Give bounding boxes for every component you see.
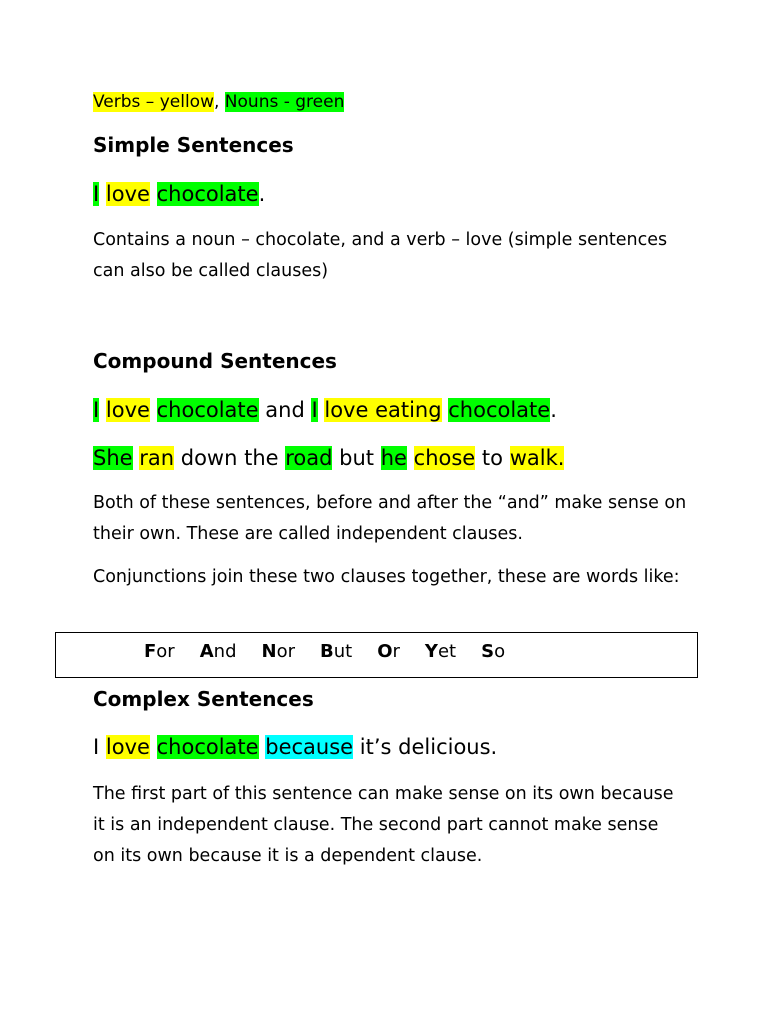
conjunction-initial: S	[481, 641, 495, 662]
conjunction-rest: r	[392, 641, 400, 662]
verb-word: love	[105, 735, 150, 759]
noun-word: chocolate	[448, 398, 551, 422]
plain-words: I	[93, 735, 100, 759]
verb-word: love	[105, 182, 150, 206]
conjunction-initial: N	[261, 641, 277, 662]
legend-verbs: Verbs – yellow	[93, 92, 214, 112]
plain-words: down the	[180, 446, 279, 470]
conjunction-initial: B	[320, 641, 334, 662]
conjunction-item	[200, 641, 237, 662]
color-legend	[93, 90, 344, 114]
noun-word: he	[380, 446, 407, 470]
noun-word: chocolate	[156, 398, 259, 422]
punctuation: .	[258, 182, 266, 206]
conjunction-item	[144, 641, 175, 662]
compound-example-1	[93, 396, 557, 425]
simple-heading: Simple Sentences	[93, 133, 294, 157]
complex-heading: Complex Sentences	[93, 687, 314, 711]
verb-word: love	[105, 398, 150, 422]
conjunction-item	[425, 641, 456, 662]
conjunction-rest: or	[156, 641, 175, 662]
complex-example	[93, 733, 497, 762]
conjunction-rest: ut	[333, 641, 353, 662]
noun-word: I	[93, 182, 100, 206]
conjunction-initial: Y	[424, 641, 438, 662]
conjunctions-box	[55, 632, 698, 678]
simple-explanation: Contains a noun – chocolate, and a verb – love (simple sentences can also be called clauses)	[93, 230, 668, 281]
simple-example	[93, 180, 265, 209]
verb-word: ran	[139, 446, 175, 470]
noun-word: I	[311, 398, 318, 422]
legend-separator: ,	[213, 92, 220, 112]
noun-word: chocolate	[156, 182, 259, 206]
conjunction-word: and	[265, 398, 305, 422]
conjunction-rest: nd	[213, 641, 237, 662]
conjunction-initial: A	[199, 641, 214, 662]
conjunction-item	[481, 641, 505, 662]
conjunction-initial: F	[144, 641, 157, 662]
conjunction-item	[262, 641, 296, 662]
compound-heading: Compound Sentences	[93, 349, 337, 373]
conjunction-rest: o	[494, 641, 506, 662]
compound-explanation-1: Both of these sentences, before and after the “and” make sense on their own. These are called independent clauses.	[93, 493, 687, 544]
verb-word: walk.	[509, 446, 565, 470]
compound-example-2	[93, 444, 564, 473]
plain-words: it’s delicious.	[359, 735, 498, 759]
verb-word: chose	[413, 446, 476, 470]
noun-word: chocolate	[156, 735, 259, 759]
conjunction-item	[377, 641, 400, 662]
noun-word: road	[285, 446, 333, 470]
conjunction-item	[320, 641, 352, 662]
conjunction-initial: O	[377, 641, 393, 662]
plain-words: to	[481, 446, 504, 470]
legend-nouns: Nouns - green	[224, 92, 345, 112]
conjunction-word: but	[339, 446, 375, 470]
noun-word: I	[93, 398, 100, 422]
compound-explanation-2: Conjunctions join these two clauses together, these are words like:	[93, 567, 680, 587]
noun-word: She	[93, 446, 133, 470]
verb-word: love eating	[324, 398, 442, 422]
complex-explanation: The first part of this sentence can make sense on its own because it is an independent clause. The second part cannot make sense on its own because it is a dependent clause.	[93, 784, 674, 866]
conjunction-word: because	[265, 735, 354, 759]
conjunctions-list	[144, 641, 505, 662]
conjunction-rest: et	[437, 641, 457, 662]
punctuation: .	[550, 398, 557, 422]
conjunction-rest: or	[276, 641, 295, 662]
